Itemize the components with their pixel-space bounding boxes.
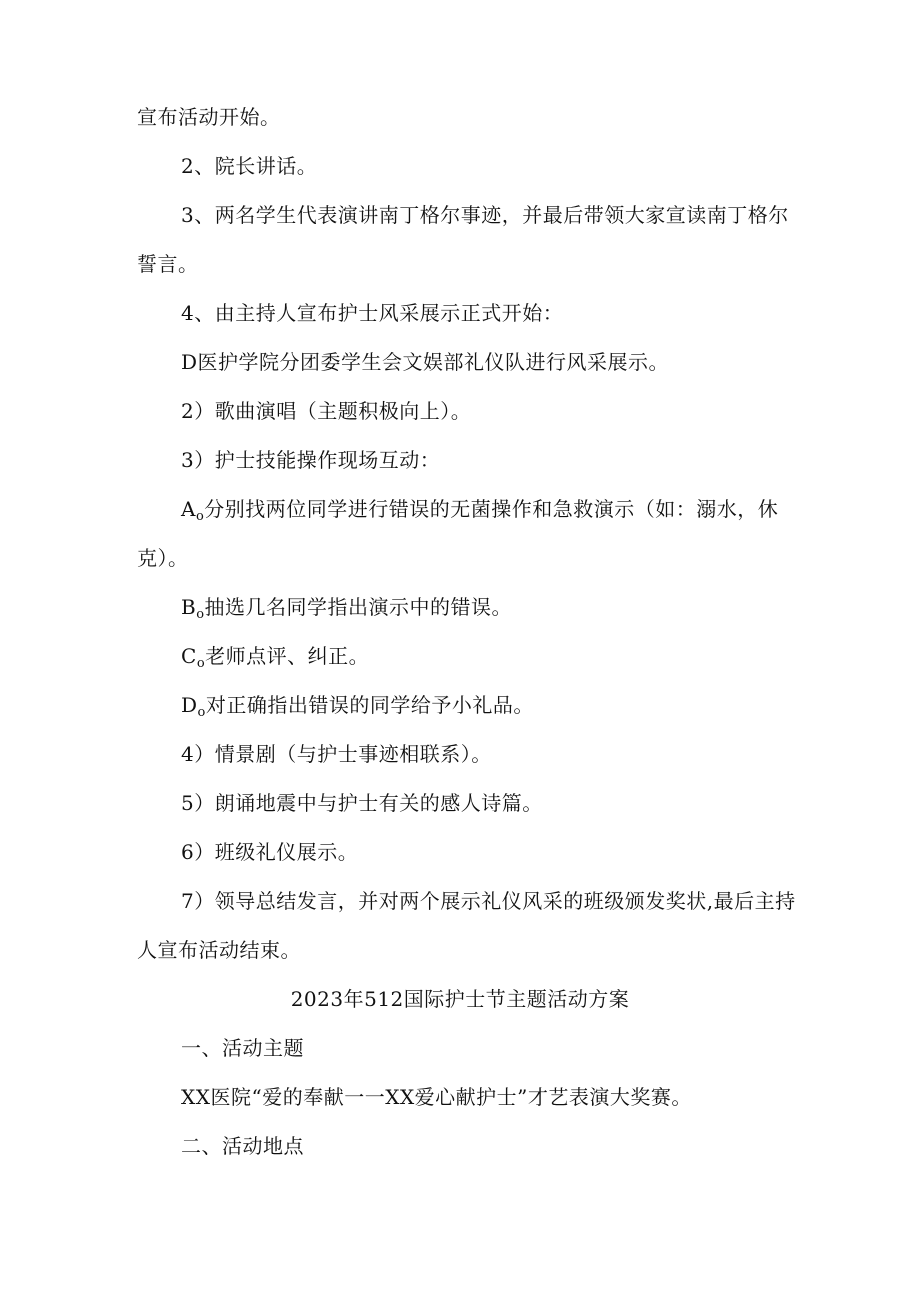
option-subscript: o	[195, 509, 205, 524]
heading-activity-theme: 一、活动主题	[181, 1036, 304, 1060]
text-line-sub-3: 3）护士技能操作现场互动：	[181, 448, 441, 472]
option-letter: C	[181, 644, 197, 668]
text-line-continuation: 宣布活动开始。	[137, 105, 281, 129]
option-subscript: o	[197, 705, 206, 720]
option-subscript: o	[196, 656, 206, 671]
text-line-option-c	[181, 642, 369, 670]
option-text: 对正确指出错误的同学给予小礼品。	[205, 693, 534, 717]
text-line-option-a	[181, 495, 778, 523]
text-line-option-a-cont: 克）。	[137, 546, 189, 570]
option-text: 老师点评、纠正。	[205, 644, 370, 668]
text-line-sub-4: 4）情景剧（与护士事迹相联系）。	[181, 742, 492, 766]
text-line-item-4: 4、由主持人宣布护士风采展示正式开始：	[181, 301, 564, 325]
option-letter: B	[181, 595, 197, 619]
text-line-item-3: 3、两名学生代表演讲南丁格尔事迹，并最后带领大家宣读南丁格尔	[181, 203, 789, 227]
heading-activity-location: 二、活动地点	[181, 1134, 304, 1158]
text-line-sub-5: 5）朗诵地震中与护士有关的感人诗篇。	[181, 791, 543, 815]
text-line-sub-2: 2）歌曲演唱（主题积极向上）。	[181, 399, 472, 423]
option-letter: D	[181, 693, 198, 717]
text-line-sub-7-cont: 人宣布活动结束。	[137, 938, 301, 962]
option-subscript: o	[196, 607, 205, 622]
text-line-option-d	[181, 691, 534, 719]
text-line-theme: XX医院“爱的奉献一一XX爱心献护士”才艺表演大奖赛。	[181, 1085, 692, 1109]
text-line-item-3-cont: 誓言。	[137, 252, 199, 276]
text-line-sub-1: D医护学院分团委学生会文娱部礼仪队进行风采展示。	[181, 350, 670, 374]
text-line-sub-7: 7）领导总结发言，并对两个展示礼仪风采的班级颁发奖状,最后主持	[181, 889, 796, 913]
text-line-sub-6: 6）班级礼仪展示。	[181, 840, 359, 864]
text-line-option-b	[181, 593, 512, 621]
option-letter: A	[181, 497, 196, 521]
option-text: 分别找两位同学进行错误的无菌操作和急救演示（如：溺水，休	[204, 497, 779, 521]
section-title: 2023年512国际护士节主题活动方案	[290, 987, 630, 1011]
option-text: 抽选几名同学指出演示中的错误。	[204, 595, 513, 619]
text-line-item-2: 2、院长讲话。	[181, 154, 318, 178]
